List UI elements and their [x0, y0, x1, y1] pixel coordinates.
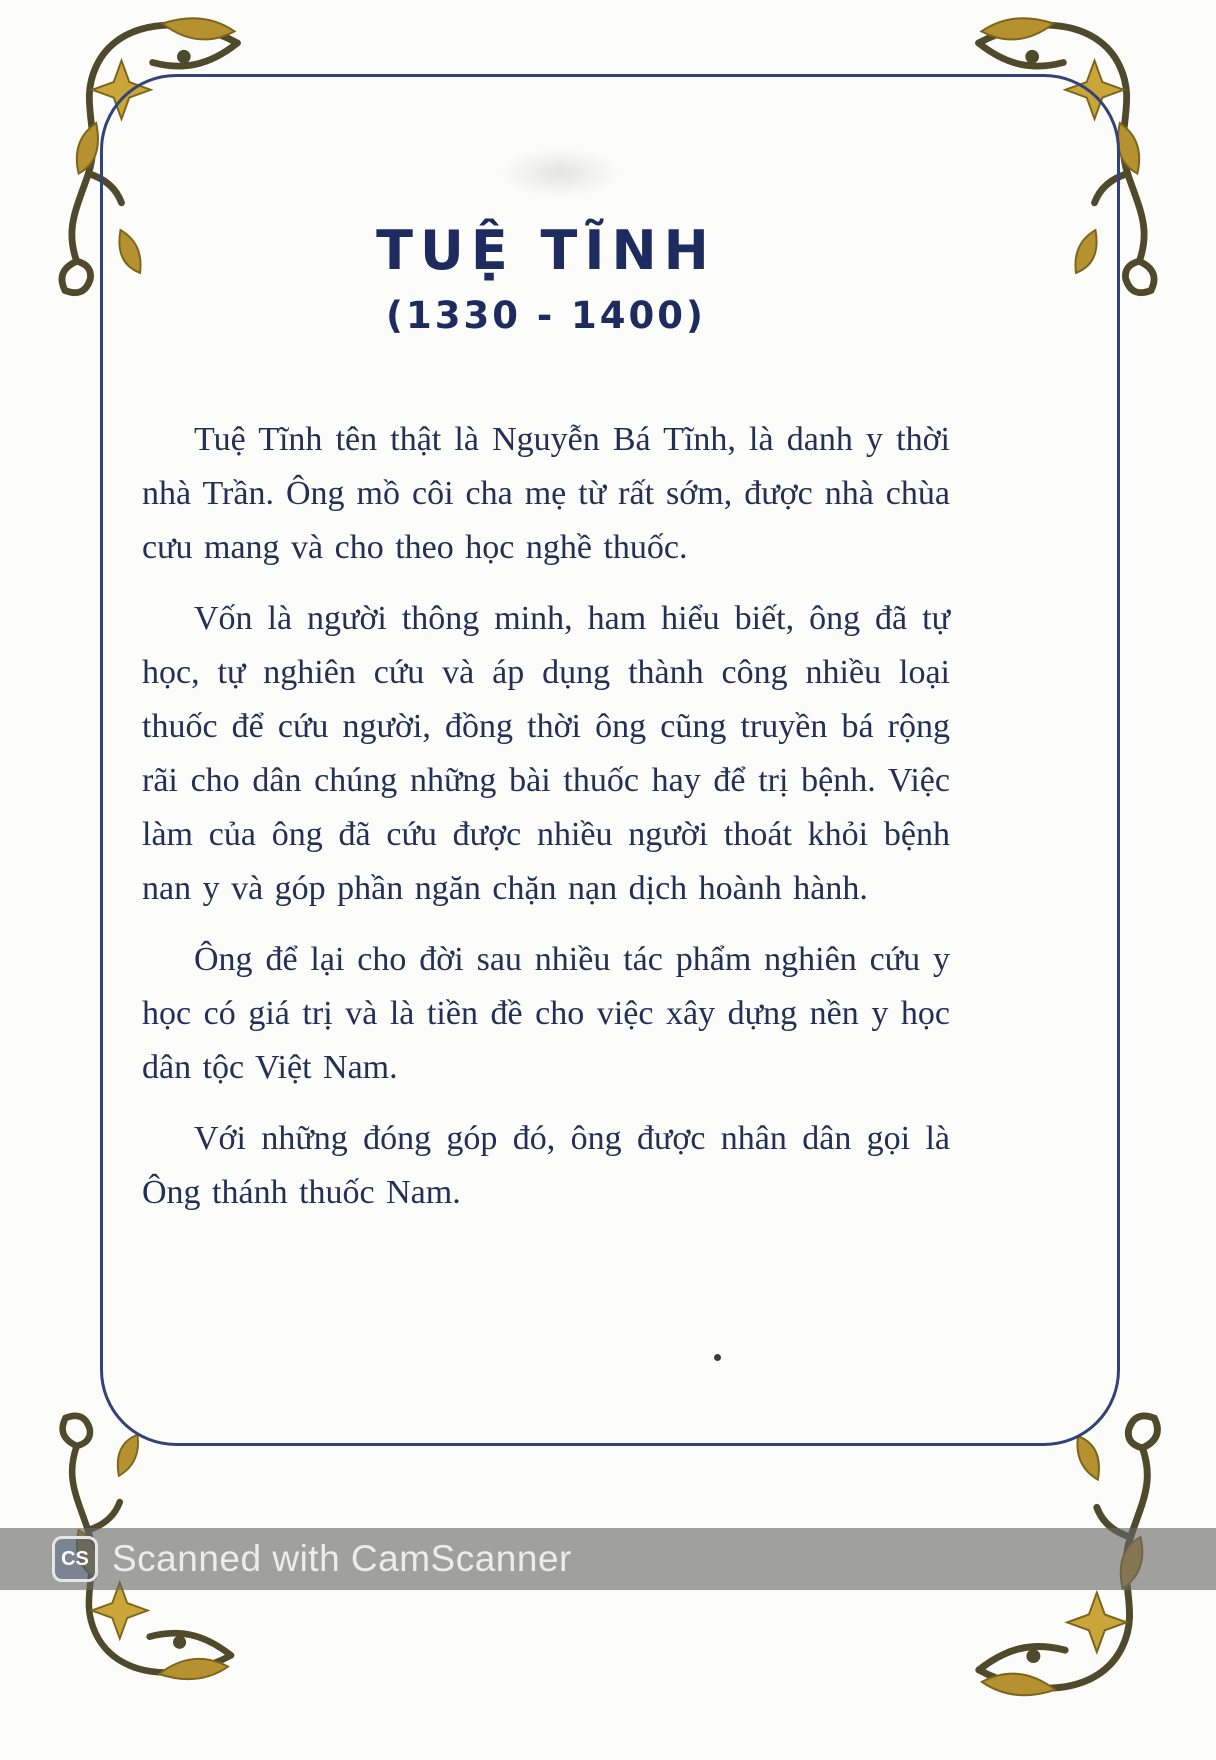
paragraph: Với những đóng góp đó, ông được nhân dân gọi là Ông thánh thuốc Nam. [142, 1120, 950, 1211]
camscanner-logo-icon: CS [52, 1536, 98, 1582]
scan-speck [714, 1354, 721, 1361]
camscanner-watermark-text: Scanned with CamScanner [112, 1538, 572, 1579]
camscanner-watermark-bar [0, 1528, 1216, 1590]
page-title: TUỆ TĨNH [376, 219, 716, 282]
paragraph: Vốn là người thông minh, ham hiểu biết, ông đã tự học, tự nghiên cứu và áp dụng thành công nhiều loại thuốc để cứu người, đồng thời ông cũng truyền bá rộng rãi cho dân chúng những bài thuốc hay để trị bệnh. Việc làm của ông đã cứu được nhiều người thoát khỏi bệnh nan y và góp phần ngăn chặn nạn dịch hoành hành. [142, 600, 950, 907]
paragraph: Tuệ Tĩnh tên thật là Nguyễn Bá Tĩnh, là danh y thời nhà Trần. Ông mồ côi cha mẹ từ rất sớm, được nhà chùa cưu mang và cho theo học nghề thuốc. [142, 421, 950, 566]
page-subtitle: (1330 - 1400) [386, 294, 706, 337]
paragraph: Ông để lại cho đời sau nhiều tác phẩm nghiên cứu y học có giá trị và là tiền đề cho việc xây dựng nền y học dân tộc Việt Nam. [142, 941, 950, 1086]
page-content [142, 74, 950, 1237]
